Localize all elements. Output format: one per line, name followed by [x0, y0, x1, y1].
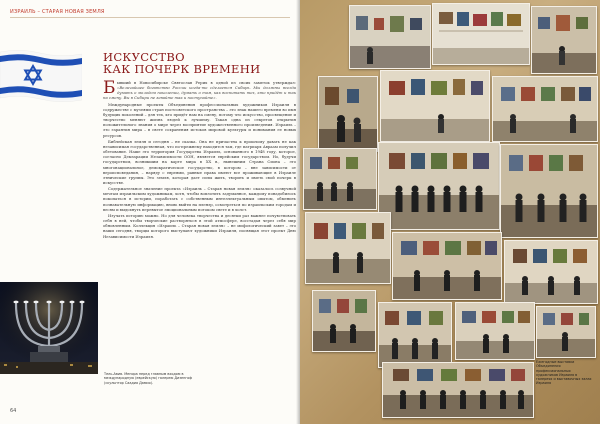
quote: «Величайшее богатство России когда-то сделается Сибирь. Мы должны всегда думать о молодом поколении, думать о том, как воспитать тех, кто придёт и так на смену. Вы в Сибири не зевайте так и поступайте». [103, 85, 296, 101]
running-head: ИЗРАИЛЬ – СТАРАЯ НОВАЯ ЗЕМЛЯ [10, 9, 105, 15]
gallery-photo-17 [536, 306, 596, 358]
gallery-photo-3 [531, 6, 597, 74]
paragraph-2: Международные проекты Объединения профессиональных художников Израиля в содружестве с музеями стран постсоветского пространства – это знак нашего времени во имя будущих поколений – для тех, кто придёт нам на смену, потому что искусство, просвещение и творчество меняют жизнь людей к лучшему. Такая одна из секретов открытия положительного знания о мире через восприятие художественного произведения. Израиль – это гарантия мира – в свете сохранения истоков мировой культуры и понимания ее новых ресурсов. [103, 101, 296, 138]
gallery-photo-4 [318, 76, 378, 152]
gallery-photo-9 [500, 144, 598, 238]
israel-flag-icon [0, 48, 82, 104]
paragraph-4: Содержательное значение проекта «Израиль – Старая новая земля» оказалось созвучной мечтам израильским художникам, хотя, чтобы воплотить задуманное, каждому понадобилось покопаться в истории, поработать с собственным интеллектуальным опытом, обменить познавательную информацию, вновь выйти на пленэр, осмотреться по израильским городам и весям и выдохнуть перевытое эмоциональным потоком свете и в холст. [103, 186, 296, 212]
page-number: 64 [10, 408, 17, 414]
gallery-photo-12 [504, 240, 598, 304]
gallery-photo-6 [492, 76, 598, 142]
title-line-1: ИСКУССТВО [103, 50, 185, 64]
gallery-photo-13 [312, 290, 376, 352]
gallery-photo-10 [305, 212, 391, 284]
header-rule [10, 17, 290, 18]
dropcap: Б [103, 80, 116, 98]
gallery-photo-8 [378, 142, 500, 230]
menorah-photo [0, 282, 98, 374]
paragraph-1: Бывший в Новосибирске Святослав Рерих в одной из своих заметок утверждал: «Величайшее богатство России когда-то сделается Сибирь. Мы должны всегда думать о молодом поколении, думать о том, как воспитать тех, кто придёт и так на смену. Вы в Сибири не зевайте так и поступайте». [103, 80, 296, 101]
gallery-photo-1 [349, 5, 431, 69]
article-body [103, 80, 296, 360]
gallery-photo-2 [432, 3, 530, 65]
photo-caption: Тель-Авив. Менора перед главным входом в международную (еврейскую) галерею Дизенгоф (скульптор Саадиа Дамио). [104, 372, 193, 385]
gallery-photo-16 [382, 362, 534, 418]
paragraph-3: Библейская земля и сегодня – не сказка. Она не причастна к прошлому давать не как независимая государственная, что по-прежнему находится там, где патриарх Авраам получил обетование. Наше это территория Государства Израиль, основанного в 1948 году, которое, согласно Декларации Независимости ООН, является еврейским государством. Но, будучи государством, возникшим на карте мира в XX в., нынешним Страна Сиона – это многонациональное, демократическое государство, в котором – вне зависимости от вероисповедания, – наряду с евреями, равные права имеют все проживающие в Израиле этнические группы. Это земля, которая дает силы жить, творить и иметь свой почерк в искусстве. [103, 138, 296, 185]
article-title [103, 51, 293, 75]
gallery-photo-7 [303, 148, 377, 210]
gallery-photo-5 [380, 70, 490, 142]
collage-caption: Ежегодные выставки Объединения профессиональных художников Израиля в галереях и выставочных залах Израиля [536, 360, 592, 386]
gallery-photo-14 [378, 302, 452, 368]
gallery-photo-11 [392, 232, 502, 300]
gallery-photo-15 [455, 302, 535, 360]
paragraph-5: Изучать историю можно. Но для человека творчества и десятки раз важнее почувствовать себя в ней, чтобы творческие растворяться в этой атмосфере, восстадая через себя мир обновленным. Коллекция «Израиль – Старая новая земля» – не мифологический завет – это наши сегодня, творцы которого выступают художники Израиля, посвящая этот проект Дню Независимости Израиля. [103, 212, 296, 239]
title-line-2: КАК ПОЧЕРК ВРЕМЕНИ [103, 62, 261, 76]
